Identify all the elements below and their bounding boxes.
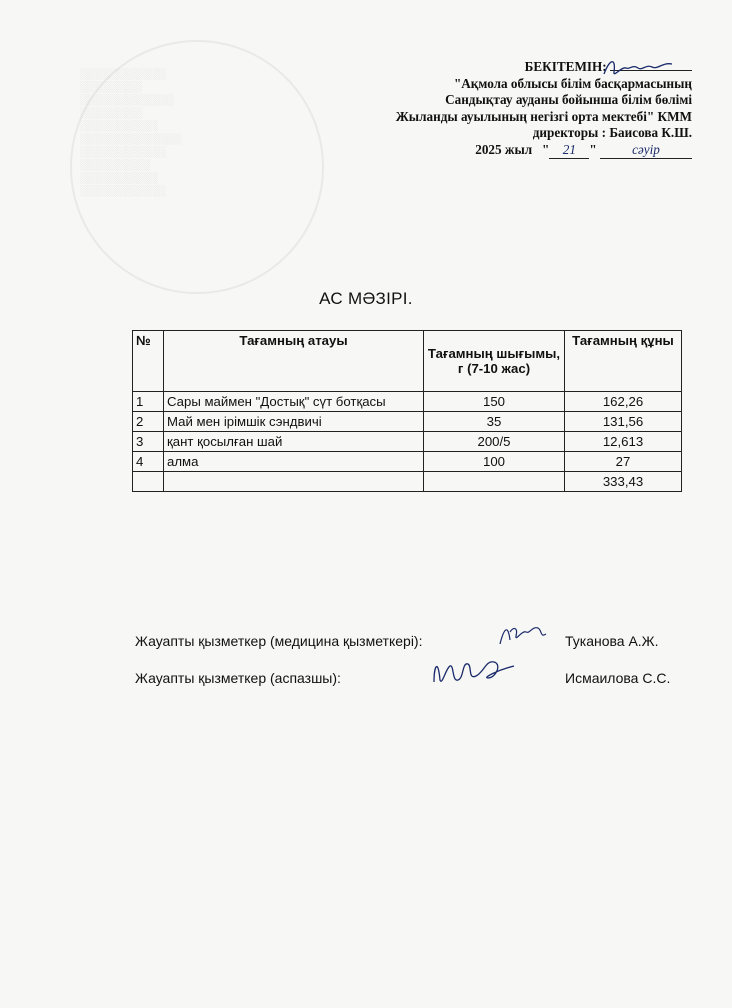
row-yield: 150 xyxy=(424,392,565,412)
row-name: қант қосылған шай xyxy=(164,432,424,452)
header-num: № xyxy=(133,331,164,392)
row-price: 12,613 xyxy=(565,432,682,452)
row-num: 4 xyxy=(133,452,164,472)
document-title: АС МӘЗІРІ. xyxy=(319,289,413,308)
table-row xyxy=(133,452,682,472)
row-price: 27 xyxy=(565,452,682,472)
total-empty-num xyxy=(133,472,164,492)
responsible-name-medical: Туканова А.Ж. xyxy=(565,633,659,649)
approval-month: сәуір xyxy=(600,142,692,160)
row-yield: 200/5 xyxy=(424,432,565,452)
row-num: 3 xyxy=(133,432,164,452)
table-row xyxy=(133,432,682,452)
row-num: 2 xyxy=(133,412,164,432)
approval-director: директоры : Баисова К.Ш. xyxy=(532,125,692,140)
ghost-text-block: ░░░░░░░░░░░ ░░░░░░░░ ░░░░░░░░░░░░ ░░░░░░░░ ░░░░░░░░░░ ░░░░░░░░░░░░░ ░░░░░░░░░░░ ░░░░░░░░░ ░░░░░░░░░░ ░░░░░░░░░░░ xyxy=(80,68,182,197)
table-total-row xyxy=(133,472,682,492)
responsible-role-cook: Жауапты қызметкер (аспазшы): xyxy=(135,670,341,686)
table-row xyxy=(133,412,682,432)
row-price: 162,26 xyxy=(565,392,682,412)
row-name: Сары маймен "Достық" сүт ботқасы xyxy=(164,392,424,412)
approval-org-line1: "Ақмола облысы білім басқармасының xyxy=(453,75,692,91)
responsible-role-medical: Жауапты қызметкер (медицина қызметкері): xyxy=(135,633,423,649)
total-empty-name xyxy=(164,472,424,492)
header-yield: Тағамның шығымы, г (7-10 жас) xyxy=(424,331,565,392)
approval-heading: БЕКІТЕМІН: xyxy=(524,59,607,74)
medical-signature xyxy=(496,618,548,652)
header-price: Тағамның құны xyxy=(565,331,682,392)
total-price: 333,43 xyxy=(565,472,682,492)
row-name: алма xyxy=(164,452,424,472)
approval-day: 21 xyxy=(549,142,589,160)
row-num: 1 xyxy=(133,392,164,412)
approval-org-line3: Жыланды ауылының негізгі орта мектебі" КММ xyxy=(395,108,692,124)
cook-signature xyxy=(428,652,520,692)
table-header-row xyxy=(133,331,682,392)
row-name: Май мен ірімшік сэндвичі xyxy=(164,412,424,432)
approval-org-line2: Сандықтау ауданы бойынша білім бөлімі xyxy=(445,92,692,107)
row-yield: 35 xyxy=(424,412,565,432)
row-price: 131,56 xyxy=(565,412,682,432)
responsible-name-cook: Исмаилова С.С. xyxy=(565,670,671,686)
table-row xyxy=(133,392,682,412)
approval-year: 2025 жыл xyxy=(475,141,533,157)
total-empty-yield xyxy=(424,472,565,492)
director-signature xyxy=(600,52,680,82)
header-name: Тағамның атауы xyxy=(164,331,424,392)
approval-date: 2025 жыл " 21 " сәуір xyxy=(475,142,692,160)
row-yield: 100 xyxy=(424,452,565,472)
menu-table xyxy=(132,330,682,492)
